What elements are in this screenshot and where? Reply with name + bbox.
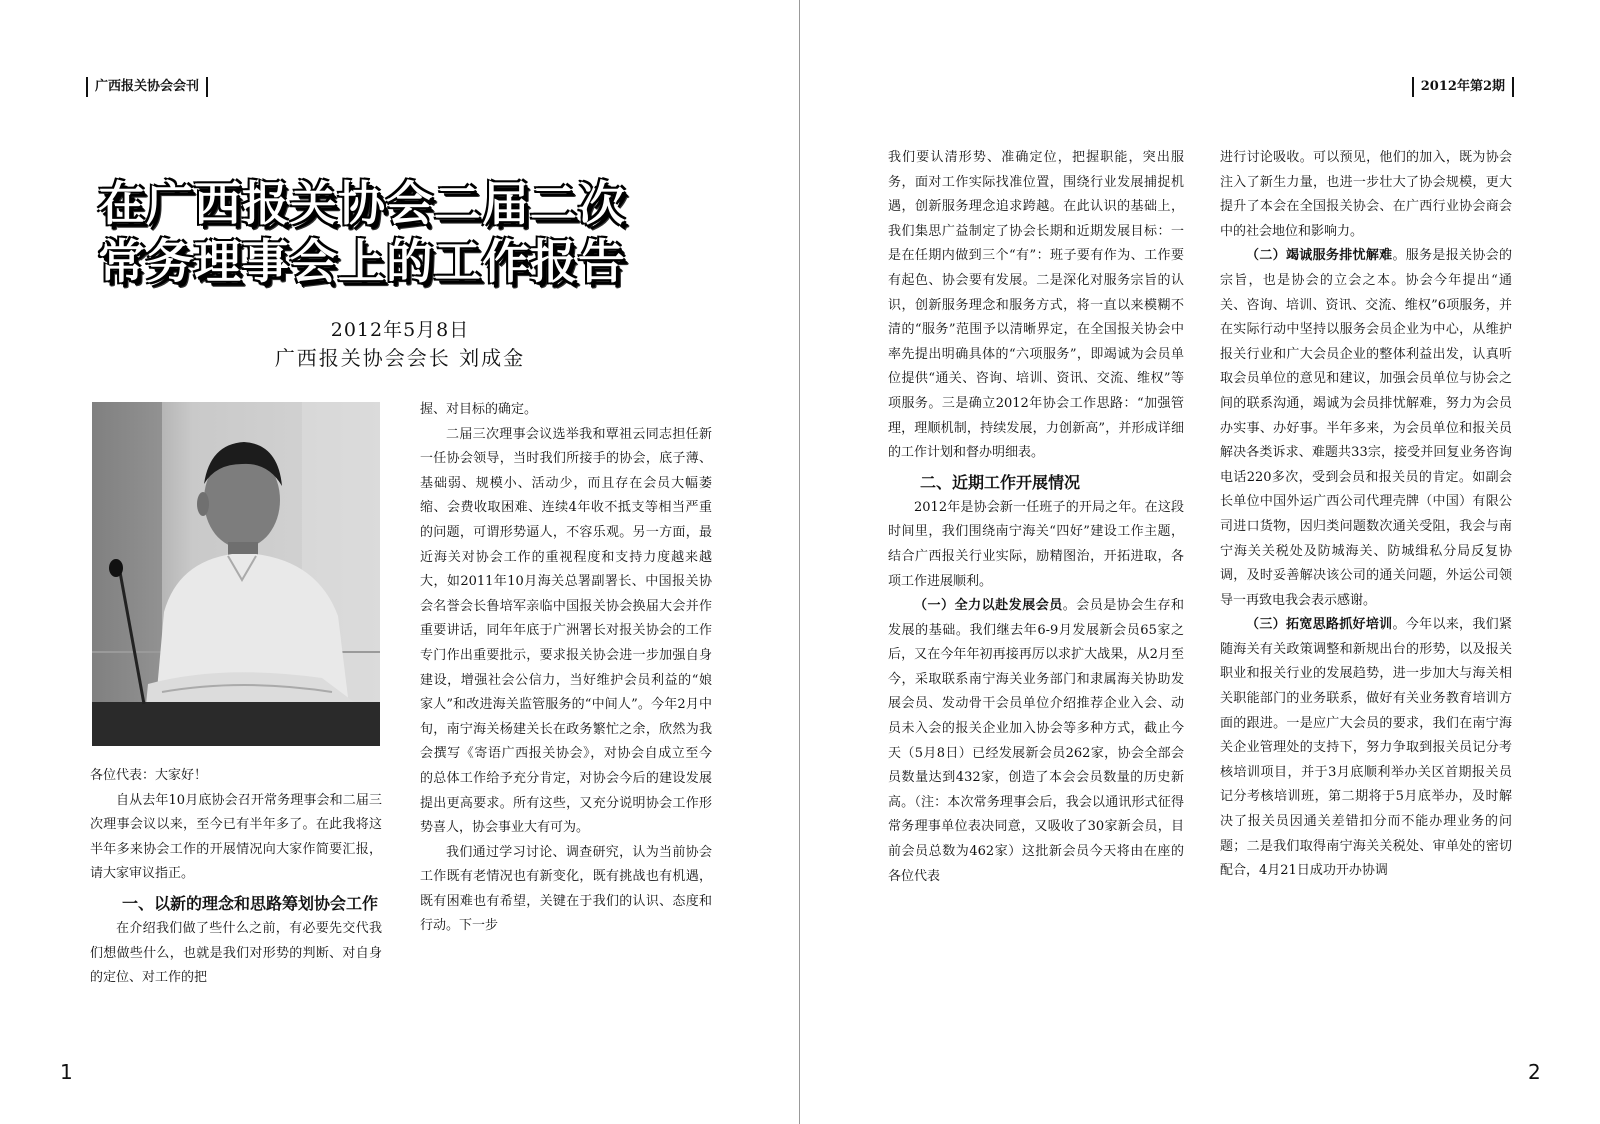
header-bar-right [206, 77, 208, 97]
paragraph: 自从去年10月底协会召开常务理事会和二届三次理事会议以来，至今已有半年多了。在此我将这半年多来协会工作的开展情况向大家作简要汇报，请大家审议指正。 [90, 792, 382, 882]
paragraph-continued: 握、对目标的确定。 [420, 402, 538, 417]
page-divider [799, 0, 800, 1124]
paragraph-continued: 进行讨论吸收。可以预见，他们的加入，既为协会注入了新生力量，也进一步壮大了协会规模，更大提升了本会在全国报关协会、在广西行业协会商会中的社会地位和影响力。 [1220, 150, 1512, 239]
subsection-text: 。会员是协会生存和发展的基础。我们继去年6-9月发展新会员65家之后，又在今年年初再接再厉以求扩大战果，从2月至今，采取联系南宁海关业务部门和隶属海关协助发展会员、发动骨干会员单位介绍推荐企业入会、动员未入会的报关企业加入协会等多种方式，截止今天（5月8日）已经发展新会员262家，协会全部会员数量达到432家，创造了本会会员数量的历史新高。（注：本次常务理事会后，我会以通讯形式征得常务理事单位表决同意，又吸收了30家新会员，目前会员总数为462家）这批新会员今天将由在座的各位代表 [888, 598, 1184, 884]
subsection-title: （三）拓宽思路抓好培训 [1246, 617, 1393, 633]
subsection-text: 。服务是报关协会的宗旨，也是协会的立会之本。协会今年提出“通关、咨询、培训、资讯、交流、维权”6项服务，并在实际行动中坚持以服务会员企业为中心，从维护报关行业和广大会员企业的整体利益出发，认真听取会员单位的意见和建议，加强会员单位与协会之间的联系沟通，竭诚为会员排忧解难，努力为会员办实事、办好事。半年多来，为会员单位和报关员解决各类诉求、难题共33宗，接受并回复业务咨询电话220多次，受到会员和报关员的肯定。如副会长单位中国外运广西公司代理壳牌（中国）有限公司进口货物，因归类问题数次通关受阻，我会与南宁海关关税处及防城海关、防城缉私分局反复协调，及时妥善解决该公司的通关问题，外运公司领导一再致电我会表示感谢。 [1220, 248, 1512, 608]
running-header-left [86, 76, 208, 98]
subsection-1 [888, 594, 1184, 889]
section-heading-1: 一、以新的理念和思路筹划协会工作 [122, 893, 379, 913]
paragraph: 在介绍我们做了些什么之前，有必要先交代我们想做些什么，也就是我们对形势的判断、对自身的定位、对工作的把 [90, 920, 382, 986]
article-title [98, 176, 708, 292]
left-column-2 [420, 398, 712, 939]
author-byline: 广西报关协会会长 刘成金 [274, 346, 526, 370]
header-bar-right [1512, 77, 1514, 97]
subsection-title: （一）全力以赴发展会员 [914, 598, 1063, 614]
paragraph-continued: 我们要认清形势、准确定位，把握职能，突出服务，面对工作实际找准位置，围绕行业发展捕捉机遇，创新服务理念追求跨越。在此认识的基础上，我们集思广益制定了协会长期和近期发展目标：一是在任期内做到三个“有”：班子要有作为、工作要有起色、协会要有发展。二是深化对服务宗旨的认识，创新服务理念和服务方式，将一直以来模糊不清的“服务”范围予以清晰界定，在全国报关协会中率先提出明确具体的“六项服务”，即竭诚为会员单位提供“通关、咨询、培训、资讯、交流、维权”等项服务。三是确立2012年协会工作思路：“加强管理，理顺机制，持续发展，力创新高”，并形成详细的工作计划和督办明细表。 [888, 150, 1184, 461]
paragraph: 2012年是协会新一任班子的开局之年。在这段时间里，我们围绕南宁海关“四好”建设工作主题，结合广西报关行业实际，励精图治，开拓进取，各项工作进展顺利。 [888, 499, 1184, 589]
running-header-right [1412, 76, 1514, 98]
subsection-text: 。今年以来，我们紧随海关有关政策调整和新规出台的形势，以及报关职业和报关行业的发展趋势，进一步加大与海关相关职能部门的业务联系，做好有关业务教育培训方面的跟进。一是应广大会员的要求，我们在南宁海关企业管理处的支持下，努力争取到报关员记分考核培训项目，并于3月底顺利举办关区首期报关员记分考核培训班，第二期将于5月底举办，及时解决了报关员因通关差错扣分而不能办理业务的问题；二是我们取得南宁海关关税处、审单处的密切配合，4月21日成功开办协调 [1220, 617, 1512, 879]
left-column-1 [90, 764, 382, 991]
report-date: 2012年5月8日 [330, 319, 470, 341]
title-line-2: 常务理事会上的工作报告 [98, 235, 626, 290]
issue-label: 2012年第2期 [1420, 79, 1505, 94]
right-column-1 [888, 146, 1184, 889]
paragraph: 二届三次理事会议选举我和覃祖云同志担任新一任协会领导，当时我们所接手的协会，底子薄、基础弱、规模小、活动少，而且存在会员大幅萎缩、会费收取困难、连续4年收不抵支等相当严重的问题，可谓形势逼人，不容乐观。另一方面，最近海关对协会工作的重视程度和支持力度越来越大，如2011年10月海关总署副署长、中国报关协会名誉会长鲁培军亲临中国报关协会换届大会并作重要讲话，同年年底于广洲署长对报关协会的工作专门作出重要批示，要求报关协会进一步加强自身建设，增强社会公信力，当好维护会员利益的“娘家人”和改进海关监管服务的“中间人”。今年2月中旬，南宁海关杨建关长在政务繁忙之余，欣然为我会撰写《寄语广西报关协会》，对协会自成立至今的总体工作给予充分肯定，对协会今后的建设发展提出更高要求。所有这些，又充分说明协会工作形势喜人，协会事业大有可为。 [420, 426, 712, 836]
right-column-2 [1220, 146, 1512, 884]
speaker-photo [92, 402, 380, 746]
speaker-photo-image [92, 402, 380, 746]
subsection-3 [1220, 613, 1512, 884]
subsection-2 [1220, 244, 1512, 613]
section-heading-2: 二、近期工作开展情况 [920, 472, 1081, 492]
page-number-right: 2 [1528, 1060, 1541, 1084]
journal-name: 广西报关协会会刊 [95, 79, 200, 94]
page-number-left: 1 [60, 1060, 73, 1084]
title-line-1: 在广西报关协会二届二次 [98, 177, 626, 232]
greeting: 各位代表：大家好！ [90, 768, 208, 783]
paragraph: 我们通过学习讨论、调查研究，认为当前协会工作既有老情况也有新变化，既有挑战也有机遇，既有困难也有希望，关键在于我们的认识、态度和行动。下一步 [420, 844, 712, 934]
left-page [0, 0, 799, 1124]
subsection-title: （二）竭诚服务排忧解难 [1246, 248, 1393, 264]
